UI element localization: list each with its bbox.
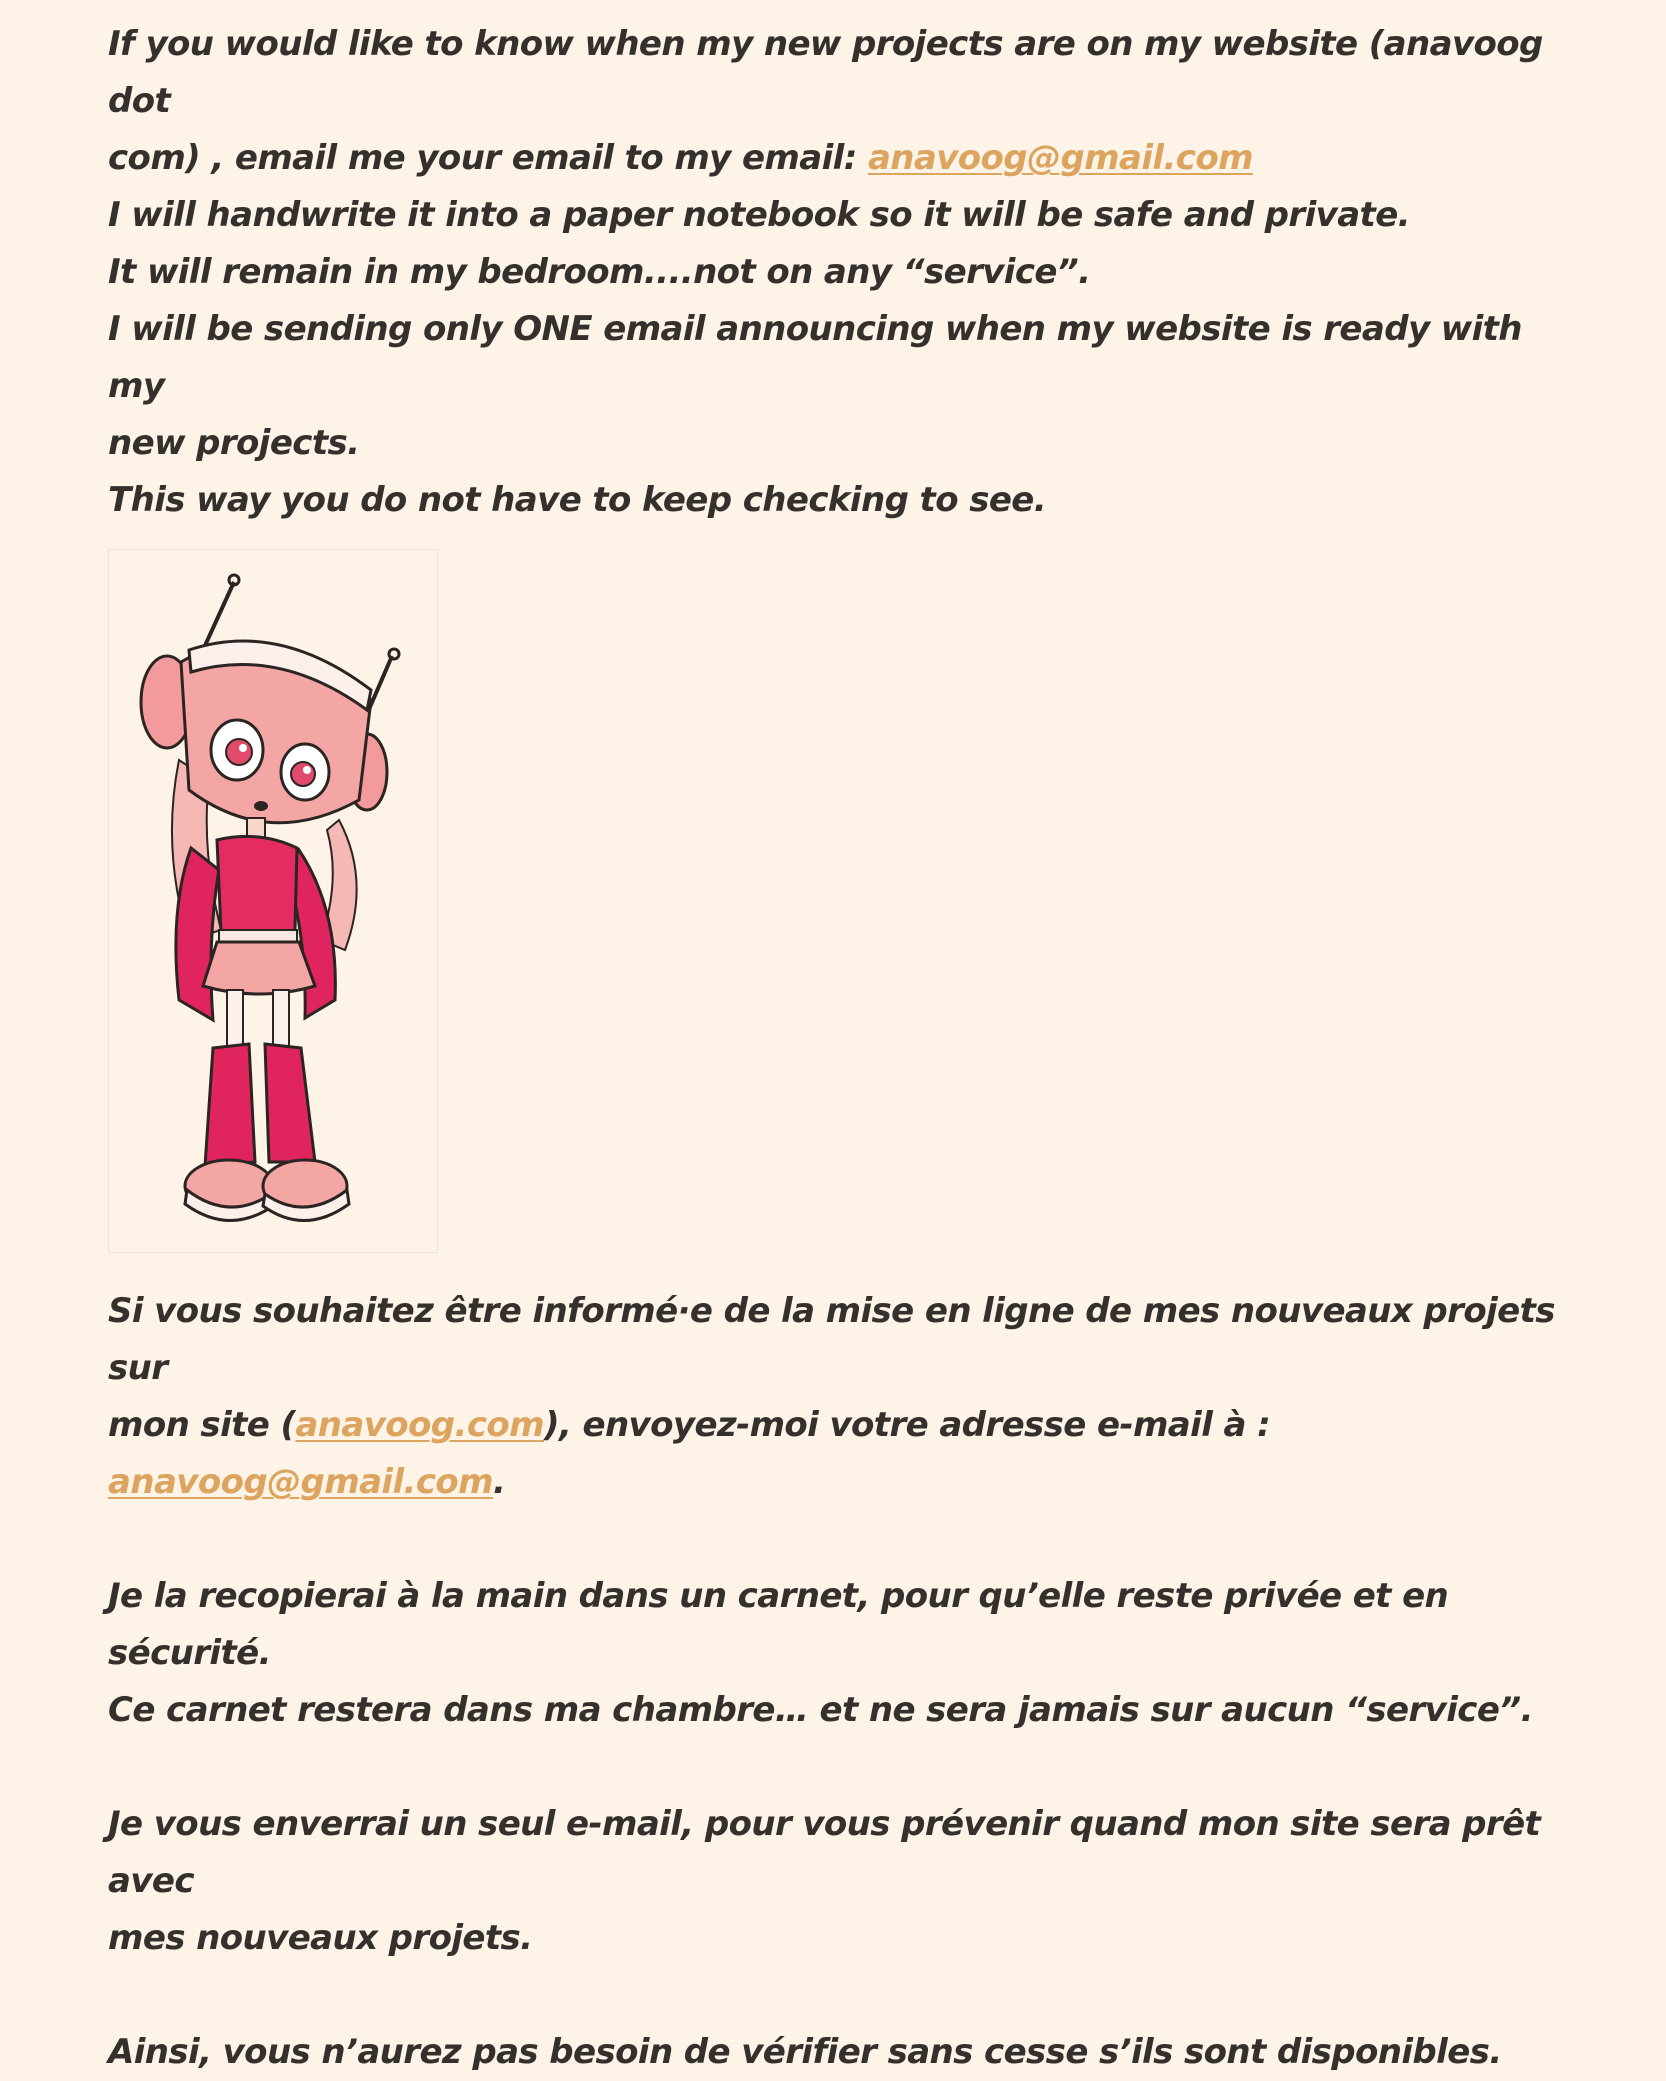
french-p3-line-1: Je vous enverrai un seul e-mail, pour vous prévenir quand mon site sera prêt avec <box>108 1804 1541 1901</box>
english-line-6: new projects. <box>108 423 360 463</box>
english-line-7: This way you do not have to keep checking to see. <box>108 480 1047 520</box>
french-message <box>108 1283 1558 2081</box>
french-p3-line-2: mes nouveaux projets. <box>108 1918 533 1958</box>
english-line-2-text: com) , email me your email to my email: <box>108 138 868 178</box>
french-p1-line-2-prefix: mon site ( <box>108 1405 296 1445</box>
robot-girl-image <box>108 549 438 1253</box>
english-message <box>108 16 1558 529</box>
french-p2-line-1: Je la recopierai à la main dans un carnet, pour qu’elle reste privée et en sécurité. <box>108 1576 1449 1673</box>
french-p1-line-2 <box>108 1397 1558 1454</box>
french-p1-line-3 <box>108 1454 1558 1511</box>
french-p4-line-1: Ainsi, vous n’aurez pas besoin de vérifier sans cesse s’ils sont disponibles. <box>108 2032 1502 2072</box>
site-link[interactable]: anavoog.com <box>295 1405 544 1445</box>
robot-girl-illustration-icon <box>109 550 439 1254</box>
french-p2-line-2: Ce carnet restera dans ma chambre… et ne sera jamais sur aucun “service”. <box>108 1690 1533 1730</box>
english-line-1: If you would like to know when my new projects are on my website (anavoog dot <box>108 24 1543 121</box>
email-link[interactable]: anavoog@gmail.com <box>867 138 1253 178</box>
french-p1-line-3-suffix: . <box>492 1462 506 1502</box>
english-line-2 <box>108 130 1558 187</box>
french-p1-line-2-suffix: ), envoyez-moi votre adresse e-mail à : <box>544 1405 1271 1445</box>
french-p1-line-1: Si vous souhaitez être informé·e de la mise en ligne de mes nouveaux projets sur <box>108 1291 1555 1388</box>
french-email-link[interactable]: anavoog@gmail.com <box>108 1462 493 1502</box>
english-line-5: I will be sending only ONE email announcing when my website is ready with my <box>108 309 1522 406</box>
english-line-3: I will handwrite it into a paper notebook so it will be safe and private. <box>108 195 1410 235</box>
english-line-4: It will remain in my bedroom....not on any “service”. <box>108 252 1091 292</box>
